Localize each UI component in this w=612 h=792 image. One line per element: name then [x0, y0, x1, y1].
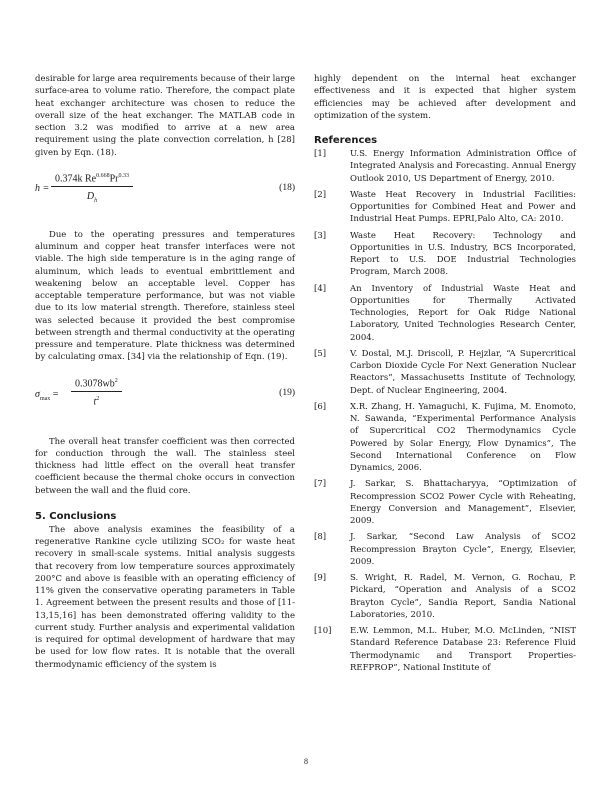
right-column	[314, 73, 576, 674]
reference-text: An Inventory of Industrial Waste Heat and Opportunities for Thermally Activated Technologies, Report for Oak Ridge National Laboratory, United Technologies Research Center, 2004.	[350, 283, 576, 343]
reference-number: [4]	[314, 283, 327, 294]
reference-item	[314, 625, 576, 674]
reference-text: V. Dostal, M.J. Driscoll, P. Hejzlar, “A Supercritical Carbon Dioxide Cycle For Next Generation Nuclear Reactors”, Massachusetts Institute of Technology, Dept. of Nuclear Engineering, 2004.	[350, 348, 576, 396]
reference-item	[314, 230, 576, 279]
equation-denominator	[71, 392, 122, 407]
equation-numerator	[71, 378, 122, 392]
page-number: 8	[304, 757, 308, 766]
body-paragraph: highly dependent on the internal heat exchanger effectiveness and it is expected that higher system efficiencies may be achieved after development and optimization of the system.	[314, 74, 576, 121]
reference-item	[314, 531, 576, 568]
reference-item	[314, 348, 576, 397]
equation-18	[35, 173, 295, 217]
reference-item	[314, 283, 576, 344]
reference-item	[314, 189, 576, 226]
reference-number: [7]	[314, 479, 327, 490]
reference-text: Waste Heat Recovery in Industrial Facilities: Opportunities for Combined Heat and Power and Industrial Heat Pumps. EPRI,Palo Alto, CA: 2010.	[350, 189, 576, 225]
equation-numerator	[51, 173, 133, 187]
reference-number: [1]	[314, 149, 327, 159]
reference-number: [10]	[314, 626, 332, 636]
section-heading: 5. Conclusions	[35, 510, 117, 522]
prandtl-exponent: 0.33	[118, 172, 130, 179]
reference-number: [8]	[314, 532, 327, 543]
sigma-symbol: σ	[35, 388, 40, 400]
body-paragraph: Due to the operating pressures and temperatures aluminum and copper heat transfer interfaces were not viable. The high side temperature is in the aging range of aluminum, which leads to eventual embrittlement and weakening below an acceptable level. Copper has acceptable temperature performance, but was not viable due to its low material strength. Therefore, stainless steel was selected because it provided the best compromise between strength and thermal conductivity at the operating pressure and temperature. Plate thickness was determined by calculating σmax. [34] via the relationship of Eqn. (19).	[35, 229, 295, 363]
equals-sign: =	[52, 388, 59, 400]
references-heading: References	[314, 135, 378, 146]
equation-fraction	[51, 173, 133, 204]
body-paragraph: The overall heat transfer coefficient was then corrected for conduction through the wall. The stainless steel thickness had little effect on the overall heat transfer coefficient because the thermal choke occurs in convection between the wall and the fluid core.	[35, 436, 295, 496]
equation-numerator-term: 0.374k Re	[55, 173, 97, 185]
equation-denominator-term: D	[86, 191, 95, 203]
equation-fraction	[71, 378, 122, 408]
equation-denominator	[51, 187, 133, 204]
reference-number: [6]	[314, 401, 327, 412]
reference-item	[314, 148, 576, 185]
equation-numerator-term: 0.3078wb	[75, 377, 115, 389]
reference-text: J. Sarkar, “Second Law Analysis of SCO2 Recompression Brayton Cycle”, Energy, Elsevier, 2009.	[350, 532, 576, 567]
reynolds-exponent: 0.668	[96, 172, 110, 179]
equation-lhs: h =	[35, 182, 50, 194]
reference-text: Waste Heat Recovery: Technology and Opportunities in U.S. Industry, BCS Incorporated, Report to U.S. DOE Industrial Technologies Program, March 2008.	[350, 230, 576, 278]
equation-denominator-term: t	[93, 396, 97, 408]
denominator-subscript: h	[94, 198, 98, 205]
reference-item	[314, 478, 576, 527]
equation-19	[35, 378, 295, 422]
reference-text: E.W. Lemmon, M.L. Huber, M.O. McLinden, “NIST Standard Reference Database 23: Reference Fluid Thermodynamic and Transport Properties-REFPROP”, National Institute of	[350, 626, 576, 673]
reference-item	[314, 401, 576, 475]
reference-number: [2]	[314, 189, 327, 200]
reference-number: [3]	[314, 230, 327, 241]
left-column	[35, 73, 295, 671]
reference-text: X.R. Zhang, H. Yamaguchi, K. Fujima, M. Enomoto, N. Sawanda, “Experimental Performance Analysis of Supercritical CO2 Thermodynamics Cycle Powered by Solar Energy, Flow Dynamics”, The Second International Conference on Flow Dynamics, 2006.	[350, 401, 576, 473]
body-paragraph: The above analysis examines the feasibility of a regenerative Rankine cycle utilizing SCO₂ for waste heat recovery in small-scale systems. Initial analysis suggests that recovery from low temperature sources approximately 200°C and above is feasible with an operating efficiency of 11% given the conservative operating parameters in Table 1. Agreement between the present results and those of [11-13,15,16] has been demonstrated offering validity to the current study. Further analysis and experimental validation is required for optimal development of hardware that may be used for low flow rates. It is notable that the overall thermodynamic efficiency of the system is	[35, 524, 295, 670]
prandtl-symbol: Pr	[109, 173, 119, 185]
sigma-subscript: max	[39, 395, 51, 402]
denominator-exponent: 2	[96, 395, 100, 402]
equation-number: (19)	[279, 387, 295, 398]
equation-lhs	[35, 389, 58, 402]
reference-text: U.S. Energy Information Administration Office of Integrated Analysis and Forecasting. Annual Energy Outlook 2010, US Department of Energy, 2010.	[350, 149, 576, 184]
numerator-exponent: 2	[114, 377, 118, 384]
reference-item	[314, 572, 576, 621]
reference-number: [9]	[314, 573, 327, 583]
body-paragraph: desirable for large area requirements because of their large surface-area to volume ratio. Therefore, the compact plate heat exchanger architecture was chosen to reduce the overall size of the heat exchanger. The MATLAB code in section 3.2 was modified to arrive at a new area requirement using the plate convection correlation, h [28] given by Eqn. (18).	[35, 74, 295, 158]
reference-number: [5]	[314, 348, 327, 359]
reference-text: S. Wright, R. Radel, M. Vernon, G. Rochau, P. Pickard, “Operation and Analysis of a SCO2 Brayton Cycle”, Sandia Report, Sandia National Laboratories, 2010.	[350, 573, 576, 620]
reference-text: J. Sarkar, S. Bhattacharyya, “Optimization of Recompression SCO2 Power Cycle with Reheating, Energy Conversion and Management”, Elsevier, 2009.	[350, 479, 576, 526]
equation-number: (18)	[279, 182, 295, 193]
reference-list	[314, 148, 576, 674]
